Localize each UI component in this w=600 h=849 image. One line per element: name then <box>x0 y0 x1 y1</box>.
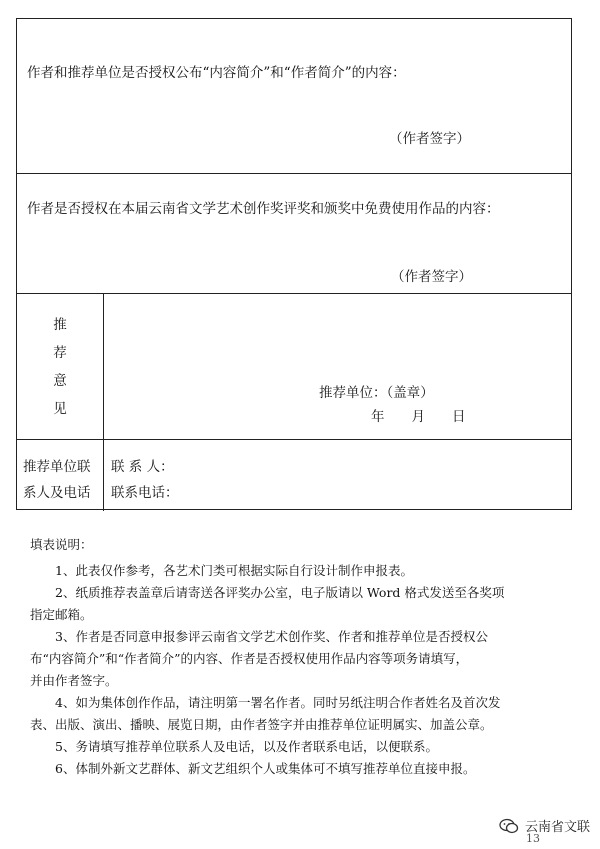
column-divider <box>103 293 104 511</box>
contact-label-line2: 系人及电话 <box>23 485 91 501</box>
instruction-item: 并由作者签字。 <box>30 673 118 688</box>
wechat-icon <box>499 818 519 834</box>
recommend-unit-seal: 推荐单位：（盖章） <box>319 385 434 401</box>
instruction-item: 2、纸质推荐表盖章后请寄送各评奖办公室，电子版请以 Word 格式发送至各奖项 <box>55 585 505 600</box>
brand-name: 云南省文联 <box>524 820 590 835</box>
row-divider <box>17 439 571 440</box>
instruction-item: 指定邮箱。 <box>30 607 93 622</box>
contact-label-line1: 推荐单位联 <box>23 459 91 475</box>
opinion-label-char: 见 <box>53 401 67 417</box>
instruction-item: 表、出版、演出、播映、展览日期，由作者签字并由推荐单位证明属实、加盖公章。 <box>30 717 493 732</box>
instruction-item: 3、作者是否同意申报参评云南省文学艺术创作奖、作者和推荐单位是否授权公 <box>55 629 488 644</box>
free-use-question: 作者是否授权在本届云南省文学艺术创作奖评奖和颁奖中免费使用作品的内容： <box>27 201 500 217</box>
date-line: 年 月 日 <box>371 409 466 425</box>
instructions-title: 填表说明： <box>30 537 93 552</box>
page-number: 13 <box>526 832 540 845</box>
contact-person-field: 联 系 人： <box>111 459 174 475</box>
opinion-label-char: 推 <box>53 317 67 333</box>
free-use-author-sign: （作者签字） <box>391 269 472 285</box>
publish-author-sign: （作者签字） <box>389 131 470 147</box>
instruction-item: 布“内容简介”和“作者简介”的内容、作者是否授权使用作品内容等项务请填写， <box>30 651 469 666</box>
opinion-label-char: 荐 <box>53 345 67 361</box>
filling-instructions <box>30 534 570 780</box>
wechat-watermark <box>499 816 590 835</box>
instruction-item: 4、如为集体创作作品，请注明第一署名作者。同时另纸注明合作者姓名及首次发 <box>55 695 501 710</box>
instruction-item: 1、此表仅作参考，各艺术门类可根据实际自行设计制作申报表。 <box>55 563 413 578</box>
publish-question: 作者和推荐单位是否授权公布“内容简介”和“作者简介”的内容： <box>27 65 406 81</box>
row-divider <box>17 173 571 174</box>
row-divider <box>17 293 571 294</box>
application-form-table <box>16 18 572 510</box>
instruction-item: 5、务请填写推荐单位联系人及电话，以及作者联系电话，以便联系。 <box>55 739 438 754</box>
opinion-label-char: 意 <box>53 373 67 389</box>
contact-phone-field: 联系电话： <box>111 485 179 501</box>
opinion-label <box>17 311 103 423</box>
instruction-item: 6、体制外新文艺群体、新文艺组织个人或集体可不填写推荐单位直接申报。 <box>55 761 476 776</box>
